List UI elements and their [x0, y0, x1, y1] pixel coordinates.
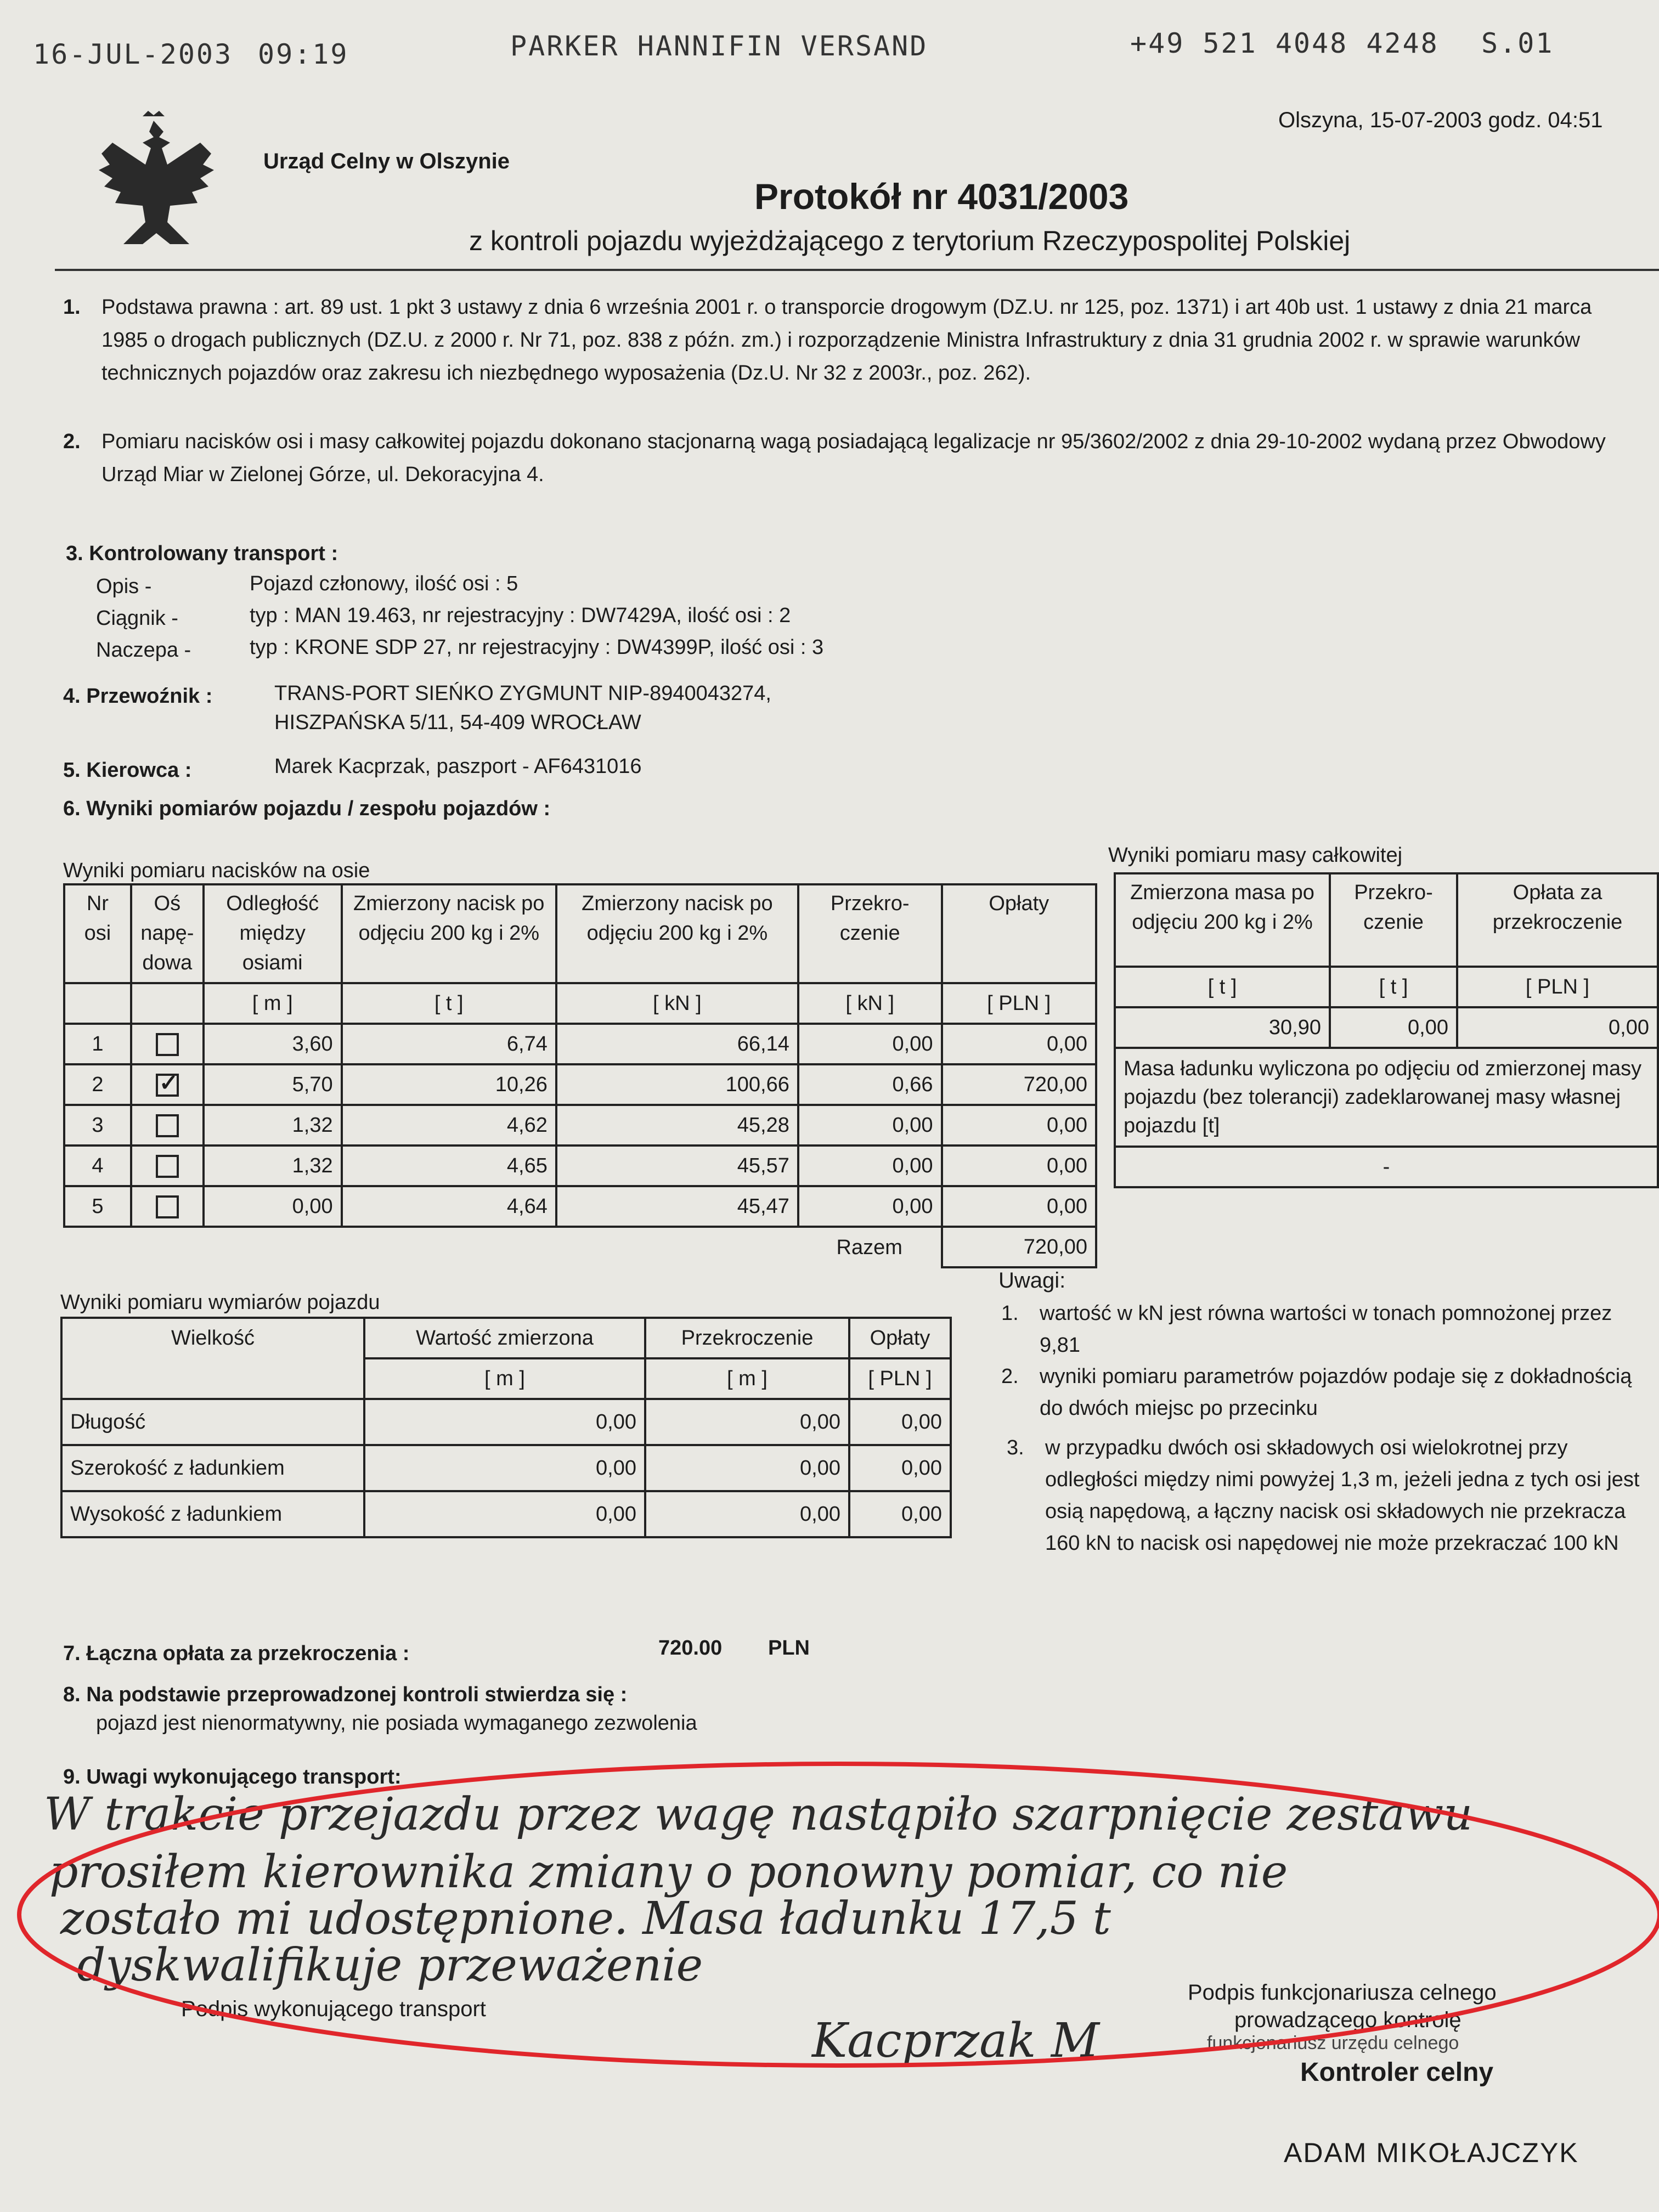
dim-fee: 0,00 — [849, 1491, 951, 1537]
handwritten-line-2: prosiłem kierownika zmiany o ponowny pomiar, co nie — [49, 1846, 1288, 1898]
official-stamp-line: funkcjonariusz urzędu celnego — [1207, 2033, 1459, 2053]
axle-header-load-kn: Zmierzony nacisk po odjęciu 200 kg i 2% — [556, 884, 798, 983]
dim-header-name: Wielkość — [61, 1318, 364, 1399]
axle-unit-load-t: [ t ] — [342, 983, 556, 1024]
official-caption-2: prowadzącego kontrolę — [1234, 2008, 1462, 2032]
axle-header-load-t: Zmierzony nacisk po odjęciu 200 kg i 2% — [342, 884, 556, 983]
fax-phone: +49 521 4048 4248 — [1130, 27, 1439, 59]
axle-nr: 5 — [64, 1186, 131, 1227]
remark-number: 2. — [1001, 1365, 1019, 1388]
axle-overload: 0,66 — [798, 1064, 942, 1105]
handwritten-line-3: zostało mi udostępnione. Masa ładunku 17,5 t — [60, 1893, 1111, 1945]
document-subtitle: z kontroli pojazdu wyjeżdżającego z terytorium Rzeczypospolitej Polskiej — [469, 225, 1351, 256]
section-2-text: Pomiaru nacisków osi i masy całkowitej pojazdu dokonano stacjonarną wagą posiadającą legalizacje nr 95/3602/2002 z dnia 29-10-2002 wydaną przez Obwodowy Urząd Miar w Zielonej Górze, ul. Dekoracyjna 4. — [101, 430, 1606, 486]
section-5-heading: 5. Kierowca : — [63, 759, 192, 782]
section-2-number: 2. — [63, 430, 81, 453]
mass-fee-value: 0,00 — [1457, 1007, 1658, 1048]
axle-distance: 1,32 — [204, 1146, 342, 1186]
handwritten-line-1: W trakcie przejazdu przez wagę nastąpiło szarpnięcie zestawu — [44, 1788, 1473, 1841]
carrier-line-2: HISZPAŃSKA 5/11, 54-409 WROCŁAW — [274, 711, 641, 734]
fax-sender: PARKER HANNIFIN VERSAND — [510, 30, 928, 62]
axle-distance: 1,32 — [204, 1105, 342, 1146]
axle-fee: 0,00 — [942, 1105, 1096, 1146]
section-9-heading: 9. Uwagi wykonującego transport: — [63, 1765, 402, 1788]
dim-overload: 0,00 — [645, 1491, 849, 1537]
axle-unit-fee: [ PLN ] — [942, 983, 1096, 1024]
official-name: ADAM MIKOŁAJCZYK — [1284, 2137, 1579, 2168]
axle-fee: 0,00 — [942, 1186, 1096, 1227]
mass-unit-fee: [ PLN ] — [1457, 967, 1658, 1007]
axle-nr: 3 — [64, 1105, 131, 1146]
axle-load-kn: 66,14 — [556, 1024, 798, 1064]
axle-load-kn: 45,57 — [556, 1146, 798, 1186]
axle-unit-load-kn: [ kN ] — [556, 983, 798, 1024]
mass-overload-value: 0,00 — [1330, 1007, 1457, 1048]
official-caption-1: Podpis funkcjonariusza celnego — [1188, 1980, 1497, 2005]
remark-text: w przypadku dwóch osi składowych osi wielokrotnej przy odległości między nimi powyżej 1,3 m, jeżeli jedna z tych osi jest osią napędową, a łączny nacisk osi składowych nie przekracza 160 kN to nacisk osi napędowej nie może przekraczać 100 kN — [1045, 1436, 1640, 1555]
section-7-heading: 7. Łączna opłata za przekroczenia : — [63, 1642, 410, 1665]
remark-text: wyniki pomiaru parametrów pojazdów podaje się z dokładnością do dwóch miejsc po przecinku — [1040, 1365, 1632, 1420]
dim-overload: 0,00 — [645, 1399, 849, 1445]
section-4-heading: 4. Przewoźnik : — [63, 685, 213, 708]
axle-load-t: 4,65 — [342, 1146, 556, 1186]
dim-unit-value: [ m ] — [364, 1358, 645, 1399]
mass-unit-overload: [ t ] — [1330, 967, 1457, 1007]
dim-name: Wysokość z ładunkiem — [61, 1491, 364, 1537]
dim-name: Szerokość z ładunkiem — [61, 1445, 364, 1491]
dim-table-caption: Wyniki pomiaru wymiarów pojazdu — [60, 1291, 380, 1314]
carrier-line-1: TRANS-PORT SIEŃKO ZYGMUNT NIP-8940043274, — [274, 682, 771, 705]
dim-value: 0,00 — [364, 1399, 645, 1445]
axle-total-value: 720,00 — [942, 1227, 1096, 1267]
dim-header-fee: Opłaty — [849, 1318, 951, 1358]
handwritten-line-4: dyskwalifikuje przeważenie — [77, 1939, 703, 1991]
axle-fee: 0,00 — [942, 1146, 1096, 1186]
axle-nr: 2 — [64, 1064, 131, 1105]
dim-unit-overload: [ m ] — [645, 1358, 849, 1399]
transport-value-ciagnik: typ : MAN 19.463, nr rejestracyjny : DW7429A, ilość osi : 2 — [250, 604, 791, 627]
mass-table-caption: Wyniki pomiaru masy całkowitej — [1108, 844, 1403, 867]
dim-overload: 0,00 — [645, 1445, 849, 1491]
axle-header-fee: Opłaty — [942, 884, 1096, 983]
axle-load-kn: 45,47 — [556, 1186, 798, 1227]
axle-distance: 0,00 — [204, 1186, 342, 1227]
carrier-signature: Kacprzak M — [812, 2013, 1099, 2068]
axle-unit-distance: [ m ] — [204, 983, 342, 1024]
transport-label-ciagnik: Ciągnik - — [96, 607, 178, 630]
axle-header-drive: Oś napę-dowa — [131, 884, 204, 983]
mass-measured-value: 30,90 — [1115, 1007, 1330, 1048]
total-fee-value: 720.00 — [658, 1637, 723, 1660]
axle-header-nr: Nr osi — [64, 884, 131, 983]
axle-load-t: 6,74 — [342, 1024, 556, 1064]
section-3-heading: 3. Kontrolowany transport : — [66, 542, 338, 565]
dim-header-value: Wartość zmierzona — [364, 1318, 645, 1358]
fax-time: 09:19 — [258, 38, 349, 70]
axle-fee: 0,00 — [942, 1024, 1096, 1064]
axle-total-label: Razem — [836, 1235, 902, 1259]
mass-header-overload: Przekro-czenie — [1330, 873, 1457, 967]
dim-unit-fee: [ PLN ] — [849, 1358, 951, 1399]
mass-header-measured: Zmierzona masa po odjęciu 200 kg i 2% — [1115, 873, 1330, 967]
dim-header-overload: Przekroczenie — [645, 1318, 849, 1358]
axle-distance: 3,60 — [204, 1024, 342, 1064]
fax-date: 16-JUL-2003 — [33, 38, 233, 70]
mass-header-fee: Opłata za przekroczenie — [1457, 873, 1658, 967]
axle-overload: 0,00 — [798, 1146, 942, 1186]
dim-name: Długość — [61, 1399, 364, 1445]
axle-overload: 0,00 — [798, 1105, 942, 1146]
axle-load-kn: 100,66 — [556, 1064, 798, 1105]
axle-load-t: 4,64 — [342, 1186, 556, 1227]
axle-nr: 4 — [64, 1146, 131, 1186]
transport-value-opis: Pojazd członowy, ilość osi : 5 — [250, 572, 518, 595]
axle-load-t: 10,26 — [342, 1064, 556, 1105]
mass-cargo-note: Masa ładunku wyliczona po odjęciu od zmierzonej masy pojazdu (bez tolerancji) zadeklarowanej masy własnej pojazdu [t] — [1115, 1048, 1658, 1147]
section-6-heading: 6. Wyniki pomiarów pojazdu / zespołu pojazdów : — [63, 797, 551, 820]
transport-label-naczepa: Naczepa - — [96, 639, 191, 662]
official-rank: Kontroler celny — [1300, 2058, 1494, 2087]
dim-fee: 0,00 — [849, 1445, 951, 1491]
mass-unit-measured: [ t ] — [1115, 967, 1330, 1007]
carrier-signature-caption: Podpis wykonującego transport — [181, 1997, 486, 2021]
remark-number: 3. — [1007, 1436, 1024, 1459]
transport-value-naczepa: typ : KRONE SDP 27, nr rejestracyjny : DW4399P, ilość osi : 3 — [250, 636, 824, 659]
dim-fee: 0,00 — [849, 1399, 951, 1445]
fax-page: S.01 — [1481, 27, 1554, 59]
dim-value: 0,00 — [364, 1491, 645, 1537]
axle-distance: 5,70 — [204, 1064, 342, 1105]
section-8-text: pojazd jest nienormatywny, nie posiada wymaganego zezwolenia — [96, 1712, 697, 1735]
axle-nr: 1 — [64, 1024, 131, 1064]
section-1-text: Podstawa prawna : art. 89 ust. 1 pkt 3 ustawy z dnia 6 września 2001 r. o transporcie drogowym (DZ.U. nr 125, poz. 1371) i art 40b ust. 1 ustawy z dnia 21 marca 1985 o drogach publicznych (DZ.U. z 2000 r. Nr 71, poz. 838 z późn. zm.) i rozporządzenie Ministra Infrastruktury z dnia 31 grudnia 2002 r. w sprawie warunków technicznych pojazdów oraz zakresu ich niezbędnego wyposażenia (Dz.U. Nr 32 z 2003r., poz. 262). — [101, 296, 1592, 385]
axle-fee: 720,00 — [942, 1064, 1096, 1105]
dim-value: 0,00 — [364, 1445, 645, 1491]
remark-text: wartość w kN jest równa wartości w tonach pomnożonej przez 9,81 — [1040, 1302, 1612, 1357]
place-date: Olszyna, 15-07-2003 godz. 04:51 — [1278, 108, 1603, 132]
mass-cargo-note-value: - — [1115, 1147, 1658, 1187]
axle-unit-overload: [ kN ] — [798, 983, 942, 1024]
axle-load-t: 4,62 — [342, 1105, 556, 1146]
driver-value: Marek Kacprzak, paszport - AF6431016 — [274, 755, 642, 778]
remark-number: 1. — [1001, 1302, 1019, 1325]
axle-overload: 0,00 — [798, 1024, 942, 1064]
office-name: Urząd Celny w Olszynie — [263, 149, 510, 173]
axle-header-overload: Przekro-czenie — [798, 884, 942, 983]
document-title: Protokół nr 4031/2003 — [754, 176, 1129, 217]
section-1-number: 1. — [63, 296, 81, 319]
axle-load-kn: 45,28 — [556, 1105, 798, 1146]
axle-header-distance: Odległość między osiami — [204, 884, 342, 983]
remarks-heading: Uwagi: — [998, 1268, 1066, 1293]
axle-overload: 0,00 — [798, 1186, 942, 1227]
axle-table-caption: Wyniki pomiaru nacisków na osie — [63, 859, 370, 882]
section-8-heading: 8. Na podstawie przeprowadzonej kontroli stwierdza się : — [63, 1683, 628, 1706]
transport-label-opis: Opis - — [96, 575, 152, 598]
total-fee-currency: PLN — [768, 1637, 810, 1660]
